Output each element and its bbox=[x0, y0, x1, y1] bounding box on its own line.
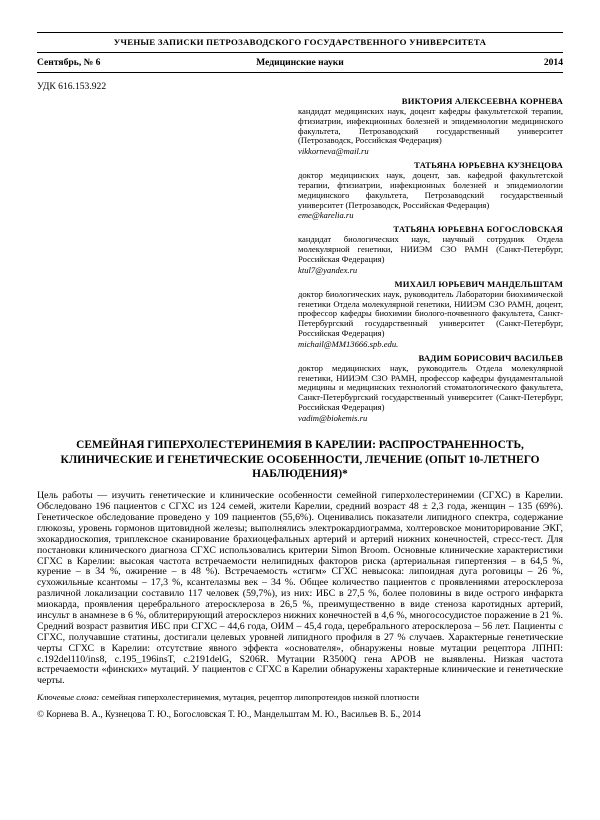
author-email: ktul7@yandex.ru bbox=[298, 264, 358, 275]
issue-label: Сентябрь, № 6 bbox=[37, 57, 101, 68]
author-name: ВИКТОРИЯ АЛЕКСЕЕВНА КОРНЕВА bbox=[401, 96, 563, 106]
copyright-line: © Корнева В. А., Кузнецова Т. Ю., Богословская Т. Ю., Мандельштам М. Ю., Васильев В. Б., 2014 bbox=[37, 709, 421, 720]
udc-code: УДК 616.153.922 bbox=[37, 81, 107, 92]
author-block-korneva bbox=[298, 96, 563, 156]
year-label: 2014 bbox=[543, 57, 563, 68]
author-bio: кандидат биологических наук, научный сотрудник Отдела молекулярной генетики, НИИЭМ СЗО РАМН (Санкт-Петербург, Российская Федерация) bbox=[298, 234, 563, 264]
keywords-label: Ключевые слова: bbox=[37, 692, 100, 703]
author-name: ТАТЬЯНА ЮРЬЕВНА БОГОСЛОВСКАЯ bbox=[393, 224, 563, 235]
author-email: vikkorneva@mail.ru bbox=[298, 146, 369, 157]
keywords-text: семейная гиперхолестеринемия, мутация, рецептор липопротеидов низкой плотности bbox=[101, 692, 420, 703]
author-block-vasilyev bbox=[298, 353, 563, 423]
journal-header: УЧЕНЫЕ ЗАПИСКИ ПЕТРОЗАВОДСКОГО ГОСУДАРСТВЕННОГО УНИВЕРСИТЕТА bbox=[113, 37, 487, 47]
author-block-bogoslovskaya bbox=[298, 224, 563, 274]
divider-meta bbox=[37, 72, 563, 73]
issue-meta-row bbox=[37, 53, 563, 72]
author-bio: кандидат медицинских наук, доцент кафедры факультетской терапии, фтизиатрии, инфекционных болезней и эпидемиологии медицинского факультета, Петрозаводский государственный университет (Петрозаводск, Российская Федерация) bbox=[298, 106, 563, 146]
author-block-kuznetsova bbox=[298, 160, 563, 220]
author-block-mandelshtam bbox=[298, 279, 563, 349]
author-email: eme@karelia.ru bbox=[298, 210, 354, 221]
abstract-text: Цель работы — изучить генетические и клинические особенности семейной гиперхолестеринемии (СГХС) в Карелии. Обследовано 196 пациентов с СГХС из 124 семей, жители Карелии, средний возраст 48 ± 2,3 года, женщин – 135 (69%). Генетическое обследование проведено у 109 пациентов (55,6%). Оценивались показатели липидного спектра, содержание глюкозы, уровень гормонов щитовидной железы; выполнялись электрокардиограмма, холтеровское мониторирование ЭКГ, эхокардиоскопия, триплексное сканирование брахиоцефальных артерий и артерий нижних конечностей, стресс-тест. Для постановки клинического диагноза СГХС использовались критерии Simon Broom. Основные клинические характеристики СГХС в Карелии: высокая частота встречаемости нелипидных факторов риска (артериальная гипертензия – в 64,5 %, курение – в 34 %, ожирение – в 48 %). Встречаемость «стигм» СГХС невысока: липоидная дуга роговицы – 26 %, сухожильные ксантомы – 17,3 %, ксантелазмы век – 34 %. Общее количество пациентов с проявлениями атеросклероза различной локализации составило 117 человек (59,7%), из них: ИБС в 27,5 %, более половины в виде острого инфаркта миокарда, проявления церебрального атеросклероза в 26,5 %, преимущественно в виде стеноза каротидных артерий, инсульт в анамнезе в 6 %, облитерирующий атеросклероз нижних конечностей в 4,6 %, многососудистое поражение в 21 %. Средний возраст развития ИБС при СГХС – 44,6 года, ОИМ – 45,4 года, церебрального атеросклероза – 56 лет. Пациенты с СГХС, получавшие статины, достигали целевых уровней липидного профиля в 27 % случаев. Характерные генетические черты СГХС в Карелии: отсутствие явного эффекта «основателя», обнаружены новые мутации рецептора ЛПНП: c.192del110/ins8, c.195_196insT, c.2191delG, S206R. Мутации R3500Q гена APOB не выявлены. Низкая частота встречаемости «финских» мутаций. У пациентов с СГХС в Карелии обнаружены характерные клинические и генетические черты. bbox=[37, 490, 563, 687]
keywords-line bbox=[37, 692, 563, 702]
author-email: vadim@biokemis.ru bbox=[298, 412, 368, 423]
author-email: michail@MM13666.spb.edu. bbox=[298, 338, 399, 349]
section-label: Медицинские науки bbox=[256, 57, 344, 68]
author-name: ТАТЬЯНА ЮРЬЕВНА КУЗНЕЦОВА bbox=[414, 160, 563, 171]
authors-block bbox=[298, 96, 563, 423]
author-bio: доктор биологических наук, руководитель Лаборатории биохимической генетики Отдела молекулярной генетики, НИИЭМ СЗО РАМН, доцент, профессор кафедры биохимии биолого-почвенного факультета, Санкт-Петербургский государственный университет (Санкт-Петербург, Российская Федерация) bbox=[298, 288, 563, 338]
author-bio: доктор медицинских наук, руководитель Отдела молекулярной генетики, НИИЭМ СЗО РАМН, профессор кафедры фундаментальной медицины и медицинских технологий стоматологического факультета, Санкт-Петербургский государственный университет (Санкт-Петербург, Российская Федерация) bbox=[298, 362, 563, 412]
author-name: МИХАИЛ ЮРЬЕВИЧ МАНДЕЛЬШТАМ bbox=[394, 278, 563, 289]
author-name: ВАДИМ БОРИСОВИЧ ВАСИЛЬЕВ bbox=[418, 352, 563, 363]
author-bio: доктор медицинских наук, доцент, зав. кафедрой факультетской терапии, фтизиатрии, инфекционных болезней и эпидемиологии медицинского факультета, Петрозаводский государственный университет (Петрозаводск, Российская Федерация) bbox=[298, 170, 563, 210]
article-title: СЕМЕЙНАЯ ГИПЕРХОЛЕСТЕРИНЕМИЯ В КАРЕЛИИ: РАСПРОСТРАНЕННОСТЬ, КЛИНИЧЕСКИЕ И ГЕНЕТИЧЕСКИЕ ОСОБЕННОСТИ, ЛЕЧЕНИЕ (ОПЫТ 10-ЛЕТНЕГО НАБЛЮДЕНИЯ)* bbox=[60, 438, 540, 481]
